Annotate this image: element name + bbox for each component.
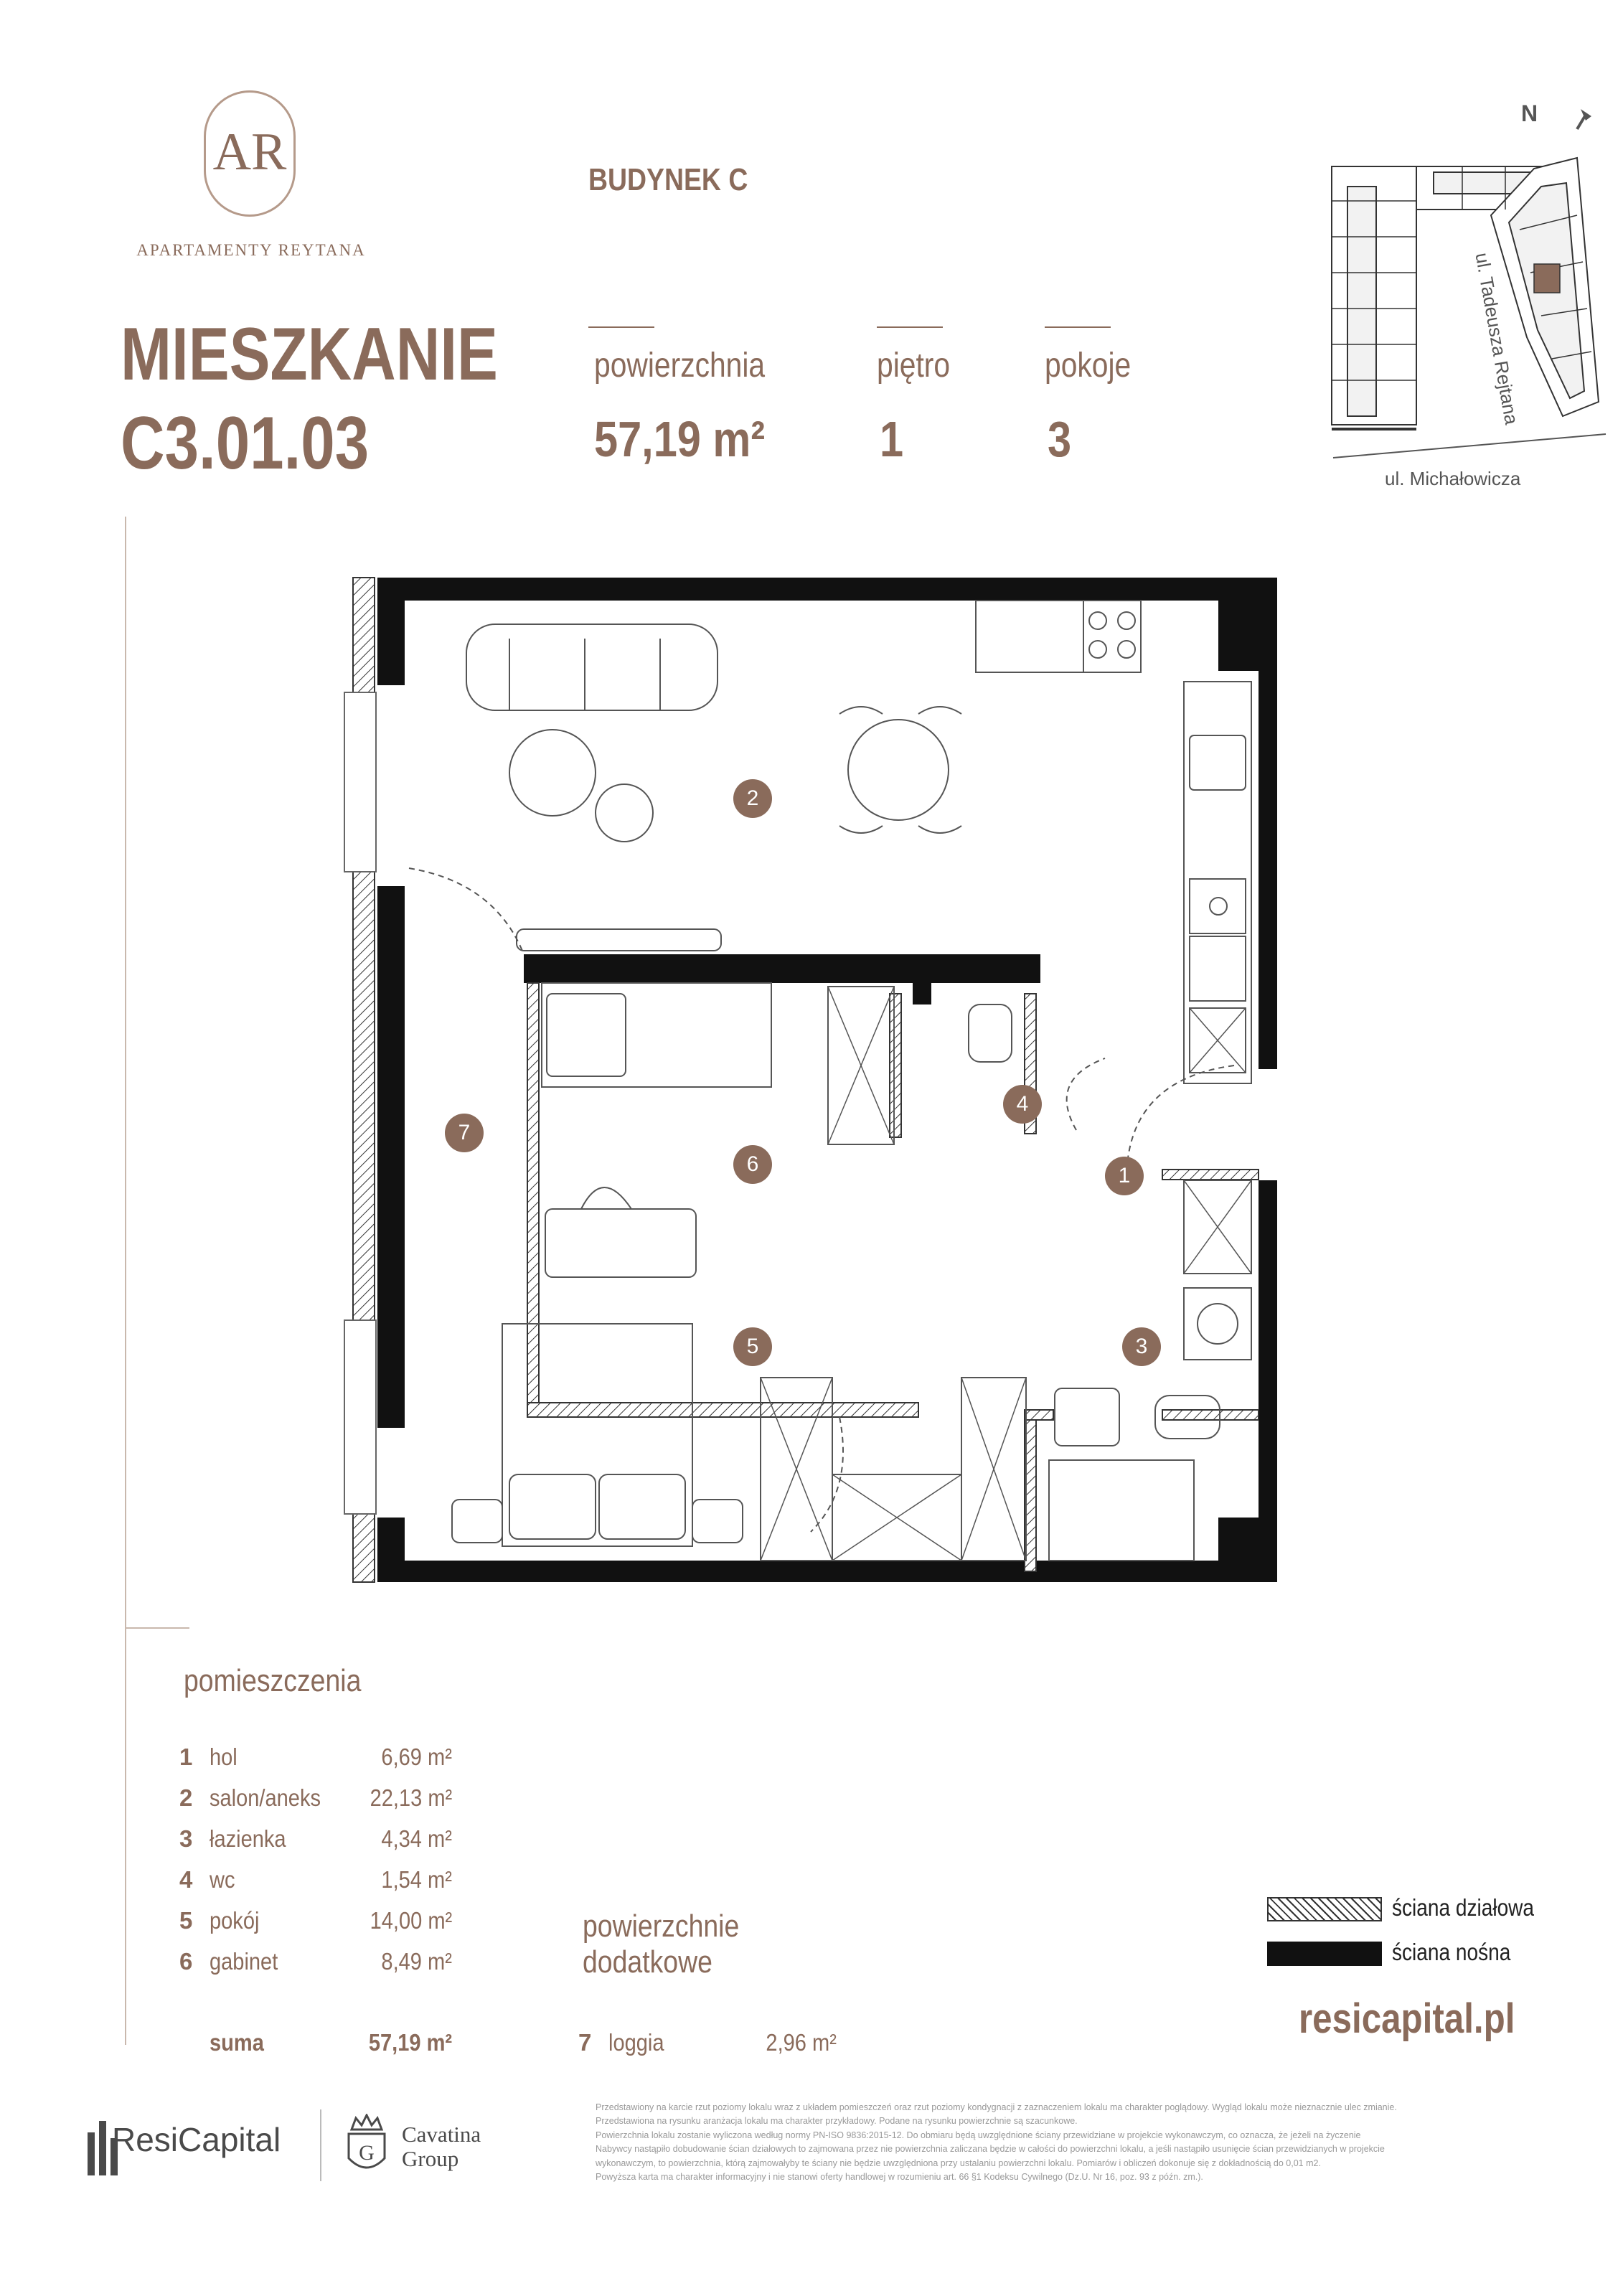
side-rule bbox=[125, 517, 126, 2045]
stat-value-floor: 1 bbox=[880, 411, 904, 467]
room-row bbox=[179, 1907, 481, 1946]
room-marker-3: 3 bbox=[1122, 1327, 1161, 1366]
room-area: 1,54 m² bbox=[381, 1866, 452, 1893]
rooms-title: pomieszczenia bbox=[184, 1663, 362, 1698]
stat-label-floor: piętro bbox=[877, 347, 951, 385]
room-area: 14,00 m² bbox=[370, 1907, 452, 1934]
section-rule bbox=[125, 1627, 189, 1629]
cavatina-logo-icon bbox=[344, 2114, 389, 2178]
stat-divider bbox=[1045, 326, 1111, 328]
extra-number: 7 bbox=[578, 2029, 592, 2056]
stat-divider bbox=[588, 326, 654, 328]
apartment-title: MIESZKANIE bbox=[121, 313, 498, 396]
room-number: 5 bbox=[179, 1907, 193, 1934]
stat-label-area: powierzchnia bbox=[594, 347, 766, 385]
disclaimer-line: wykonawczym, to powierzchnia, którą zajmowałyby te ściany nie będzie uwzględniona przy ustalaniu powierzchni lokalu. Pomiarów i obliczeń dokonuje się z dokładnością do 0,01 m2. bbox=[596, 2158, 1321, 2168]
room-number: 3 bbox=[179, 1825, 193, 1852]
disclaimer-line: Nabywcy nastąpiło dobudowanie ścian działowych to zajmowana przez nie powierzchnia zaliczana będzie w całości do powierzchni lokalu, a jeśli nastąpiło usunięcie ścian przewidzianych w projekcie bbox=[596, 2144, 1385, 2155]
room-marker-7: 7 bbox=[445, 1114, 484, 1152]
apartment-location-marker bbox=[1534, 264, 1560, 293]
extra-title-2: dodatkowe bbox=[583, 1944, 712, 1980]
website-link[interactable]: resicapital.pl bbox=[1299, 1995, 1515, 2042]
room-number: 6 bbox=[179, 1948, 193, 1975]
room-number: 4 bbox=[179, 1866, 193, 1893]
cavatina-logo-line2: Group bbox=[402, 2146, 459, 2172]
room-name: gabinet bbox=[210, 1948, 278, 1975]
room-area: 22,13 m² bbox=[370, 1784, 452, 1811]
room-number: 2 bbox=[179, 1784, 193, 1811]
room-marker-4: 4 bbox=[1003, 1085, 1042, 1124]
total-area: 57,19 m² bbox=[368, 2029, 452, 2056]
apartment-code: C3.01.03 bbox=[121, 402, 370, 485]
disclaimer bbox=[596, 2101, 1528, 2184]
room-marker-1: 1 bbox=[1105, 1157, 1144, 1195]
north-label: N bbox=[1521, 100, 1538, 126]
legend-bearing-swatch bbox=[1267, 1942, 1382, 1966]
stat-divider bbox=[877, 326, 943, 328]
disclaimer-line: Przedstawiona na rysunku aranżacja lokalu ma charakter przykładowy. Podane na rysunku powierzchnie są szacunkowe. bbox=[596, 2116, 1078, 2127]
street-label-south: ul. Michałowicza bbox=[1385, 468, 1521, 489]
room-area: 6,69 m² bbox=[381, 1744, 452, 1770]
room-name: wc bbox=[210, 1866, 235, 1893]
room-area: 8,49 m² bbox=[381, 1948, 452, 1975]
room-name: pokój bbox=[210, 1907, 260, 1934]
cavatina-logo bbox=[402, 2122, 481, 2171]
room-number: 1 bbox=[179, 1744, 193, 1770]
room-name: salon/aneks bbox=[210, 1784, 321, 1811]
stat-label-rooms: pokoje bbox=[1045, 347, 1132, 385]
room-marker-2: 2 bbox=[733, 779, 772, 818]
street-label-east: ul. Tadeusza Rejtana bbox=[1471, 251, 1523, 426]
total-row bbox=[179, 2029, 481, 2068]
room-area: 4,34 m² bbox=[381, 1825, 452, 1852]
stat-value-rooms: 3 bbox=[1048, 411, 1072, 467]
room-name: łazienka bbox=[210, 1825, 286, 1852]
disclaimer-line: Powyższa karta ma charakter informacyjny i nie stanowi oferty handlowej w rozumieniu art. 66 §1 Kodeksu Cywilnego (Dz.U. Nr 16, poz. 93 z późn. zm.). bbox=[596, 2171, 1203, 2182]
extra-row bbox=[578, 2029, 872, 2068]
site-plan bbox=[1319, 100, 1613, 488]
room-row bbox=[179, 1866, 481, 1905]
disclaimer-line: Powierzchnia lokalu zostanie wyliczona według normy PN-ISO 9836:2015-12. Do obmiaru będą uwzględnione ściany przewidziane w projekcie wykonawczym, co oznacza, że jeżeli na życzenie bbox=[596, 2130, 1361, 2140]
svg-text:G: G bbox=[359, 2141, 375, 2165]
stat-value-area: 57,19 m² bbox=[594, 411, 766, 467]
room-row bbox=[179, 1744, 481, 1782]
logo-name: APARTAMENTY REYTANA bbox=[136, 241, 366, 259]
extra-name: loggia bbox=[608, 2029, 664, 2056]
legend-partition-label: ściana działowa bbox=[1392, 1894, 1535, 1921]
footer-divider bbox=[320, 2109, 321, 2181]
legend-bearing-label: ściana nośna bbox=[1392, 1939, 1511, 1965]
cavatina-logo-line1: Cavatina bbox=[402, 2122, 481, 2147]
total-label: suma bbox=[210, 2029, 264, 2056]
extra-area: 2,96 m² bbox=[766, 2029, 837, 2056]
room-row bbox=[179, 1948, 481, 1987]
extra-title-1: powierzchnie bbox=[583, 1909, 740, 1944]
disclaimer-line: Przedstawiony na karcie rzut poziomy lokalu wraz z układem pomieszczeń oraz rzut poziomy kondygnacji z zaznaczeniem lokalu ma charakter poglądowy. Wygląd lokalu może nieznacznie ulec zmianie. bbox=[596, 2102, 1397, 2112]
room-marker-6: 6 bbox=[733, 1145, 772, 1184]
room-row bbox=[179, 1825, 481, 1864]
resicapital-logo: ResiCapital bbox=[112, 2121, 281, 2158]
floor-plan bbox=[337, 570, 1277, 1614]
building-label: BUDYNEK C bbox=[588, 162, 748, 197]
room-name: hol bbox=[210, 1744, 237, 1770]
legend-partition-swatch bbox=[1267, 1897, 1382, 1921]
logo-monogram: AR bbox=[212, 123, 287, 182]
room-marker-5: 5 bbox=[733, 1327, 772, 1366]
room-row bbox=[179, 1784, 481, 1823]
